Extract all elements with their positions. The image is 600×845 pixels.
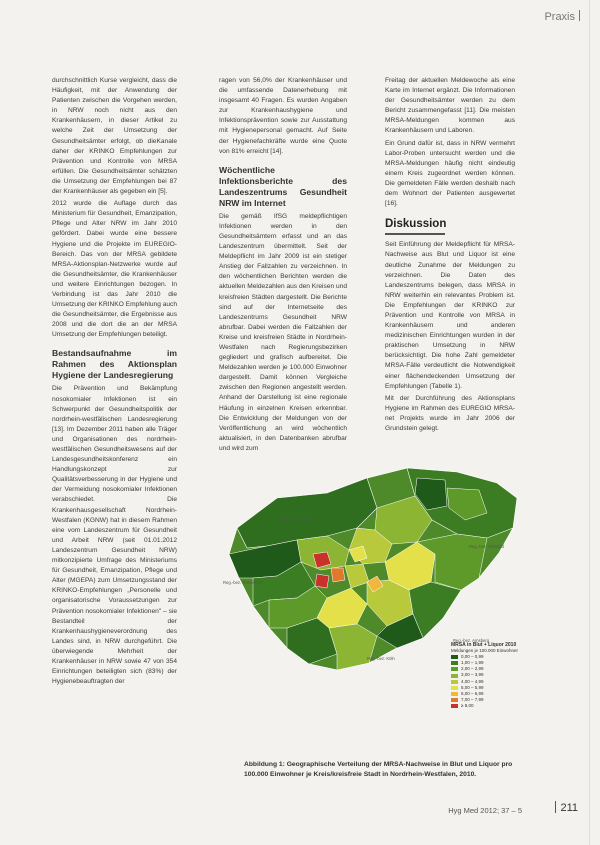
col3-paragraph-2: Ein Grund dafür ist, dass in NRW vermehrt Labor-Proben untersucht werden und die MRSA-Meldungen häufig nicht eindeutig einem Kreis zugeordnet werden können. Die gemeldeten Fälle werden deshalb nach dem Wohnort der Patienten ausgewertet [16]. [385,139,515,208]
label-reg-muenster: Reg.-bez. Münster [279,516,314,521]
col1-paragraph-2: 2012 wurde die Auflage durch das Ministerium für Gesundheit, Emanzipation, Pflege und Alter NRW im Jahr 2010 gefördert. Dabei wurde eine bessere Hygiene und die Projekte im EUREGIO-Bereich. Das von der MRSA gebildete MRSA-Aktionsplan-Netzwerke wurde auf die Gesundheitsämter, die Krankenhäuser und weitere Einrichtungen bezogen. In Verbindung ist das Jahr 2010 die Umsetzung der KRINKO Empfehlung auch die Gesundheitsämter, die Ergebnisse aus 2008 und die dort die an der MRSA Umsetzung der Empfehlungen beteiligt. [52,200,177,339]
figure-caption: Abbildung 1: Geographische Verteilung der MRSA-Nachweise in Blut und Liquor pro 100.000 Einwohner je Kreis/kreisfreie Stadt in Nordrhein-Westfalen, 2010. [244,761,513,778]
column-1 [52,76,177,689]
col3-paragraph-4: Mit der Durchführung des Aktionsplans Hygiene im Rahmen des EUREGIO MRSA-net Projekts wurde im Jahr 2006 der Grundstein gelegt. [385,394,515,432]
legend-swatch [451,704,458,708]
legend-label: 3,00 – 3,99 [461,672,484,678]
legend-label: 7,00 – 7,99 [461,696,484,702]
map-legend [451,642,518,709]
legend-label: 0,00 – 0,99 [461,654,484,660]
legend-swatch [451,655,458,659]
col2-heading: Wöchentliche Infektionsberichte des Landeszentrums Gesundheit NRW im Internet [219,164,347,208]
legend-swatch [451,674,458,678]
legend-label: 6,00 – 6,99 [461,690,484,696]
page-number [555,801,578,814]
col1-heading: Bestandsaufnahme im Rahmen des Aktionsplan Hygiene der Landesregierung [52,348,177,381]
map-district-ruhr-red-2 [331,568,345,582]
label-reg-detmold: Reg.-bez. Detmold [469,544,504,549]
column-2 [219,76,347,456]
legend-label: 1,00 – 1,99 [461,660,484,666]
col1-paragraph-1: durchschnittlich Kurse vergleicht, dass die Häufigkeit, mit der Anwendung der Patienten zwischen die Vorgehen werden, in NRW noch nicht aus den Krankenhäusern, in dieser Artikel zu welche Zeit der Umsetzung der Gesundheitsämter erfolgt, ob dieKanale daher der KRINKO Empfehlungen zur Prävention und Kontrolle von MRSA erfüllen. Die Gesundheitsämter schätzten die Umsetzung der Empfehlungen bei 87 der Krankenhäuser als gegeben ein [5]. [52,77,177,196]
legend-swatch [451,680,458,684]
legend-item [451,703,518,709]
label-reg-arnsberg: Reg.-bez. Arnsberg [453,638,490,643]
legend-swatch [451,686,458,690]
legend-label: 4,00 – 4,99 [461,678,484,684]
section-heading-diskussion: Diskussion [385,218,447,231]
legend-swatch [451,661,458,665]
column-3 [385,76,515,436]
legend-subtitle: Meldungen je 100.000 Einwohner [451,648,519,654]
col3-paragraph-1: Freitag der aktuellen Meldewoche als eine Karte im Internet ergänzt. Die Informationen der Gesundheitsämter werden zu dem Bericht zusammengefasst [11]. Die meisten MRSA-Meldungen kommen aus Krankenhäusern und Laboren. [385,77,515,135]
map-district-ruhr-red-3 [315,574,329,588]
col2-paragraph-2: Die gemäß IfSG meldepflichtigen Infektionen werden in den Gesundheitsämtern erfasst und an das Landeszentrum übermittelt. Seit der Meldepflicht im Jahr 2009 ist ein stetiger Anstieg der Fallzahlen zu verzeichnen. In den wöchentlichen Berichten werden die aktuellen Meldezahlen aus den Kreisen und kreisfreien Städten dargestellt. Die Berichte sind auf der Internetseite des Landeszentrums Gesundheit NRW abrufbar. Dabei werden die Fallzahlen der Kreise und kreisfreien Städte in Nordrhein-Westfalen nach Regierungsbezirken gegliedert und grafisch aufbereitet. Die Meldezahlen werden je 100.000 Einwohner dargestellt. Damit können Vergleiche zwischen den Regionen angestellt werden. Anhand der Darstellung ist eine regionale Häufung in einzelnen Kreisen erkennbar. Die Entwicklung der Meldungen von der Veröffentlichung an wird wöchentlich aktualisiert, in den Datenbanken abrufbar und wird zum [219,212,347,452]
page-edge-line [589,0,590,845]
legend-title: MRSA in Blut + Liquor 2010 [451,642,517,648]
label-reg-duesseldorf: Reg.-bez. Düsseldorf [223,580,263,585]
page-number-value: 211 [560,802,578,814]
legend-swatch [451,692,458,696]
legend-swatch [451,667,458,671]
legend-swatch [451,698,458,702]
col3-paragraph-3: Seit Einführung der Meldepflicht für MRSA-Nachweise aus Blut und Liquor ist eine deutliche Zunahme der Meldungen zu verzeichnen. Die Daten des Landeszentrums belegen, dass MRSA in NRW weiterhin ein relevantes Problem ist. Die Empfehlungen der KRINKO zur Prävention und Kontrolle von MRSA in Krankenhäusern und anderen medizinischen Einrichtungen wurden in der praktischen Umsetzung in NRW berücksichtigt. Die hohe Zahl gemeldeter MRSA-Fälle verdeutlicht die Notwendigkeit einer flächendeckenden Umsetzung der Empfehlungen (Tabelle 1). [385,241,515,390]
legend-rows [451,654,518,709]
legend-label: 5,00 – 5,99 [461,684,484,690]
label-reg-koeln: Reg.-bez. Köln [367,656,395,661]
col2-paragraph-1: ragen von 56,0% der Krankenhäuser und die umfassende Datenerhebung mit insgesamt 40 Fragen. Es wurden Angaben zur Krankenhaushygiene und Infektionsprävention sowie zur Ausstattung mit Hygienepersonal gemacht. Auf Seite der Hygienefachkräfte wurde eine Quote von 81% erreicht [14]. [219,77,347,155]
section-tag [544,10,580,23]
col1-paragraph-3: Die Prävention und Bekämpfung nosokomialer Infektionen ist ein Schwerpunkt der Gesundheitspolitik der nordrhein-westfälischen Landesregierung [13]. Im Dezember 2011 haben alle Träger und Organisationen des nordrhein-westfälischen Gesundheitswesens auf der Landesgesundheitskonferenz ein Handlungskonzept zur Qualitätsverbesserung in der Hygiene und der Vermeidung nosokomialer Infektionen verabschiedet. Die Krankenhausgesellschaft Nordrhein-Westfalen (KGNW) hat in diesem Rahmen eine vom Landeszentrum für Gesundheit und Arbeit NRW (seit 01.01.2012 Landeszentrum Gesundheit NRW) mitkonzipierte Umfrage des Ministeriums für Gesundheit, Emanzipation, Pflege und Alter (MGEPA) zum Umsetzungsstand der KRINKO-Empfehlungen „Personelle und organisatorische Voraussetzungen zur Prävention nosokomialer Infektionen" – sie Bestandteil der Krankenhaushygieneverordnung des Landes sind, in NRW durchgeführt. Die überwiegende Mehrheit der Krankenhäuser in NRW sowie 47 von 354 Einrichtungen beteiligten sich (83%) der Hygienebeauftragten der [52,385,177,686]
legend-label: ≥ 8,00 [461,702,474,708]
section-tag-label: Praxis [544,11,575,23]
journal-citation: Hyg Med 2012; 37 – 5 [448,806,522,815]
heading-rule [385,233,445,235]
legend-label: 2,00 – 2,99 [461,666,484,672]
